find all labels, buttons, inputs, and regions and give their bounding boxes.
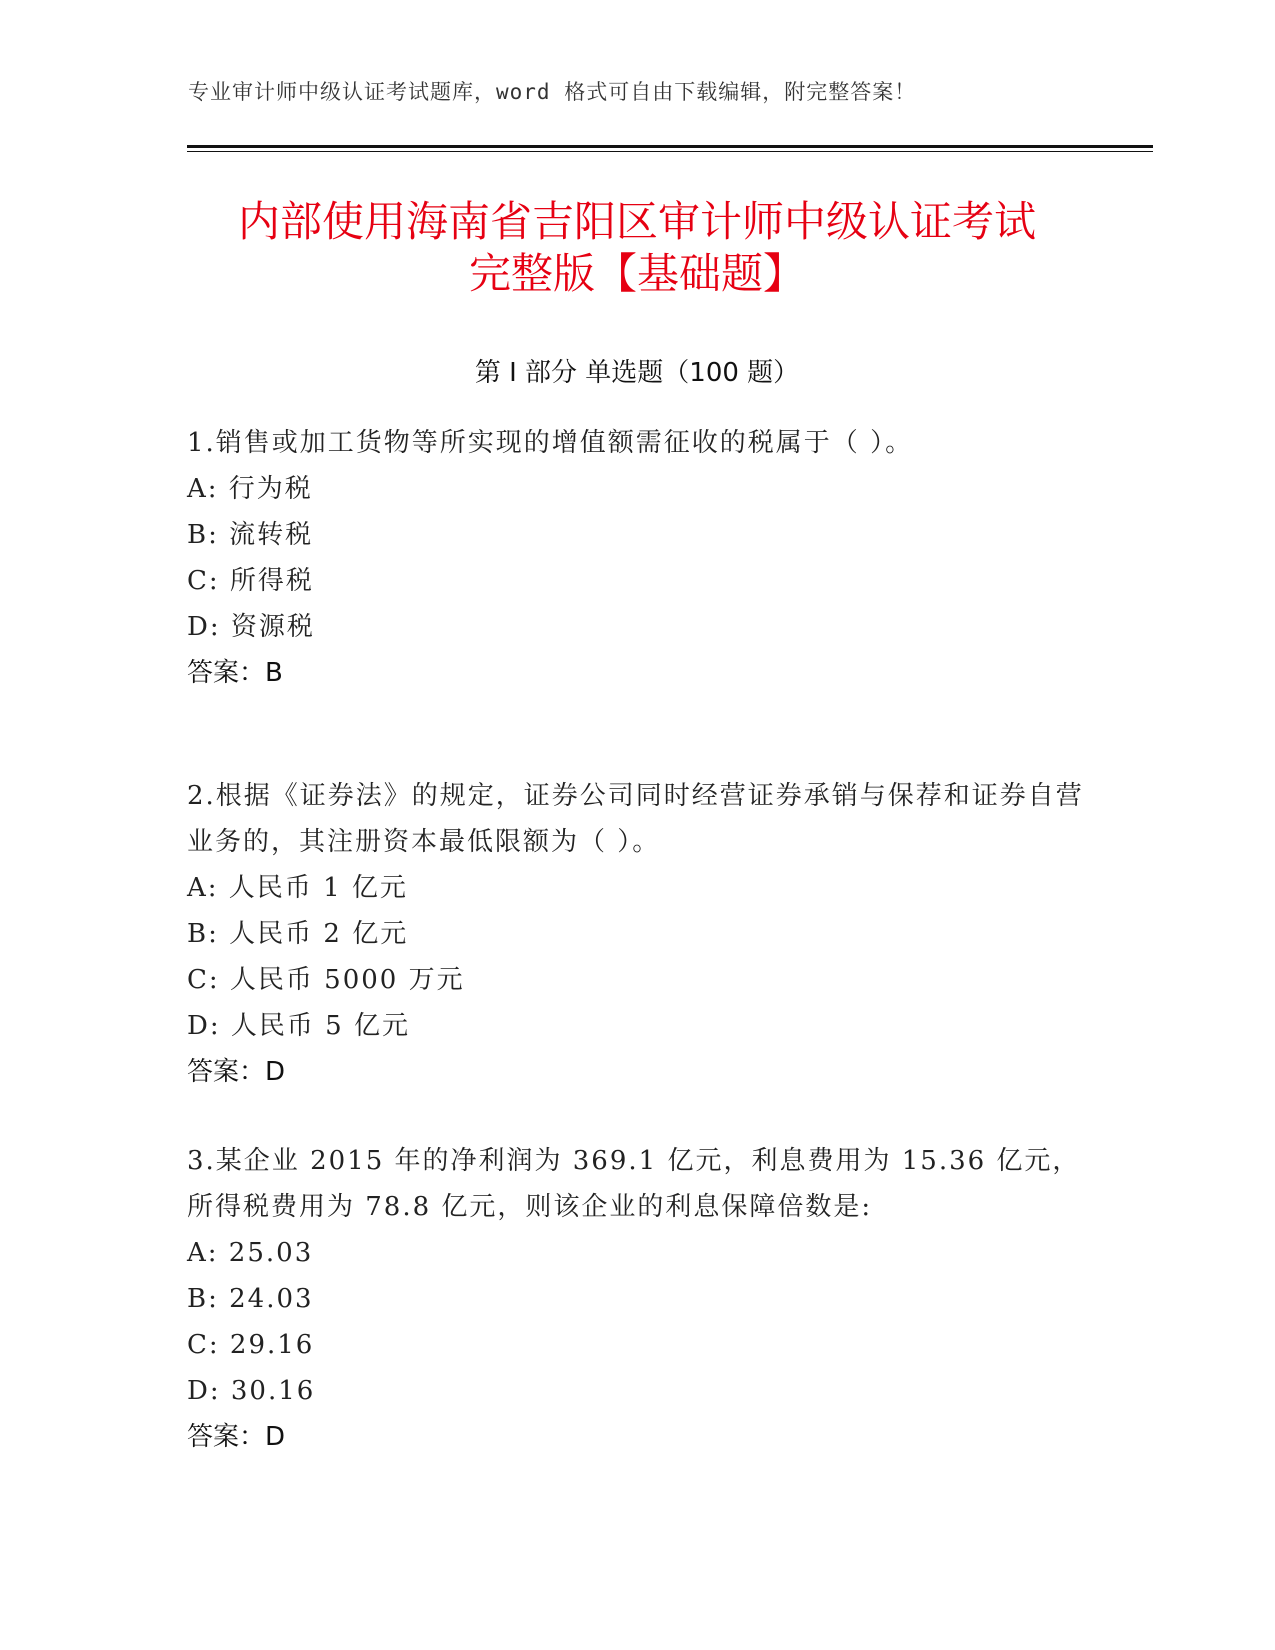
header-rule-thick xyxy=(187,145,1153,148)
question-stem: 1.销售或加工货物等所实现的增值额需征收的税属于（ ）。 xyxy=(187,428,914,458)
option-c: C: 人民币 5000 万元 xyxy=(187,965,465,995)
option-a: A: 行为税 xyxy=(187,474,313,504)
option-c: C: 29.16 xyxy=(187,1330,315,1360)
option-b: B: 24.03 xyxy=(187,1284,314,1314)
question-2 xyxy=(187,773,1087,1095)
answer: 答案：D xyxy=(187,1057,286,1087)
option-d: D: 30.16 xyxy=(187,1376,316,1406)
question-1 xyxy=(187,420,1087,696)
header-rule-thin xyxy=(187,151,1153,152)
question-stem: 3.某企业 2015 年的净利润为 369.1 亿元，利息费用为 15.36 亿元，所得税费用为 78.8 亿元，则该企业的利息保障倍数是: xyxy=(187,1146,1081,1222)
answer: 答案：B xyxy=(187,658,283,688)
document-title-line2: 完整版【基础题】 xyxy=(468,249,805,298)
section-title: 第 I 部分 单选题（100 题） xyxy=(474,358,800,388)
question-3 xyxy=(187,1138,1087,1460)
option-b: B: 人民币 2 亿元 xyxy=(187,919,409,949)
option-c: C: 所得税 xyxy=(187,566,314,596)
option-a: A: 25.03 xyxy=(187,1238,314,1268)
document-title xyxy=(187,196,1087,300)
option-d: D: 资源税 xyxy=(187,612,315,642)
option-b: B: 流转税 xyxy=(187,520,314,550)
option-d: D: 人民币 5 亿元 xyxy=(187,1011,410,1041)
option-a: A: 人民币 1 亿元 xyxy=(187,873,408,903)
document-title-line1: 内部使用海南省吉阳区审计师中级认证考试 xyxy=(237,197,1036,246)
answer: 答案：D xyxy=(187,1422,286,1452)
question-stem: 2.根据《证券法》的规定，证券公司同时经营证券承销与保荐和证券自营业务的，其注册资本最低限额为（ ）。 xyxy=(187,781,1084,857)
header-note: 专业审计师中级认证考试题库，word 格式可自由下载编辑，附完整答案！ xyxy=(188,80,917,104)
